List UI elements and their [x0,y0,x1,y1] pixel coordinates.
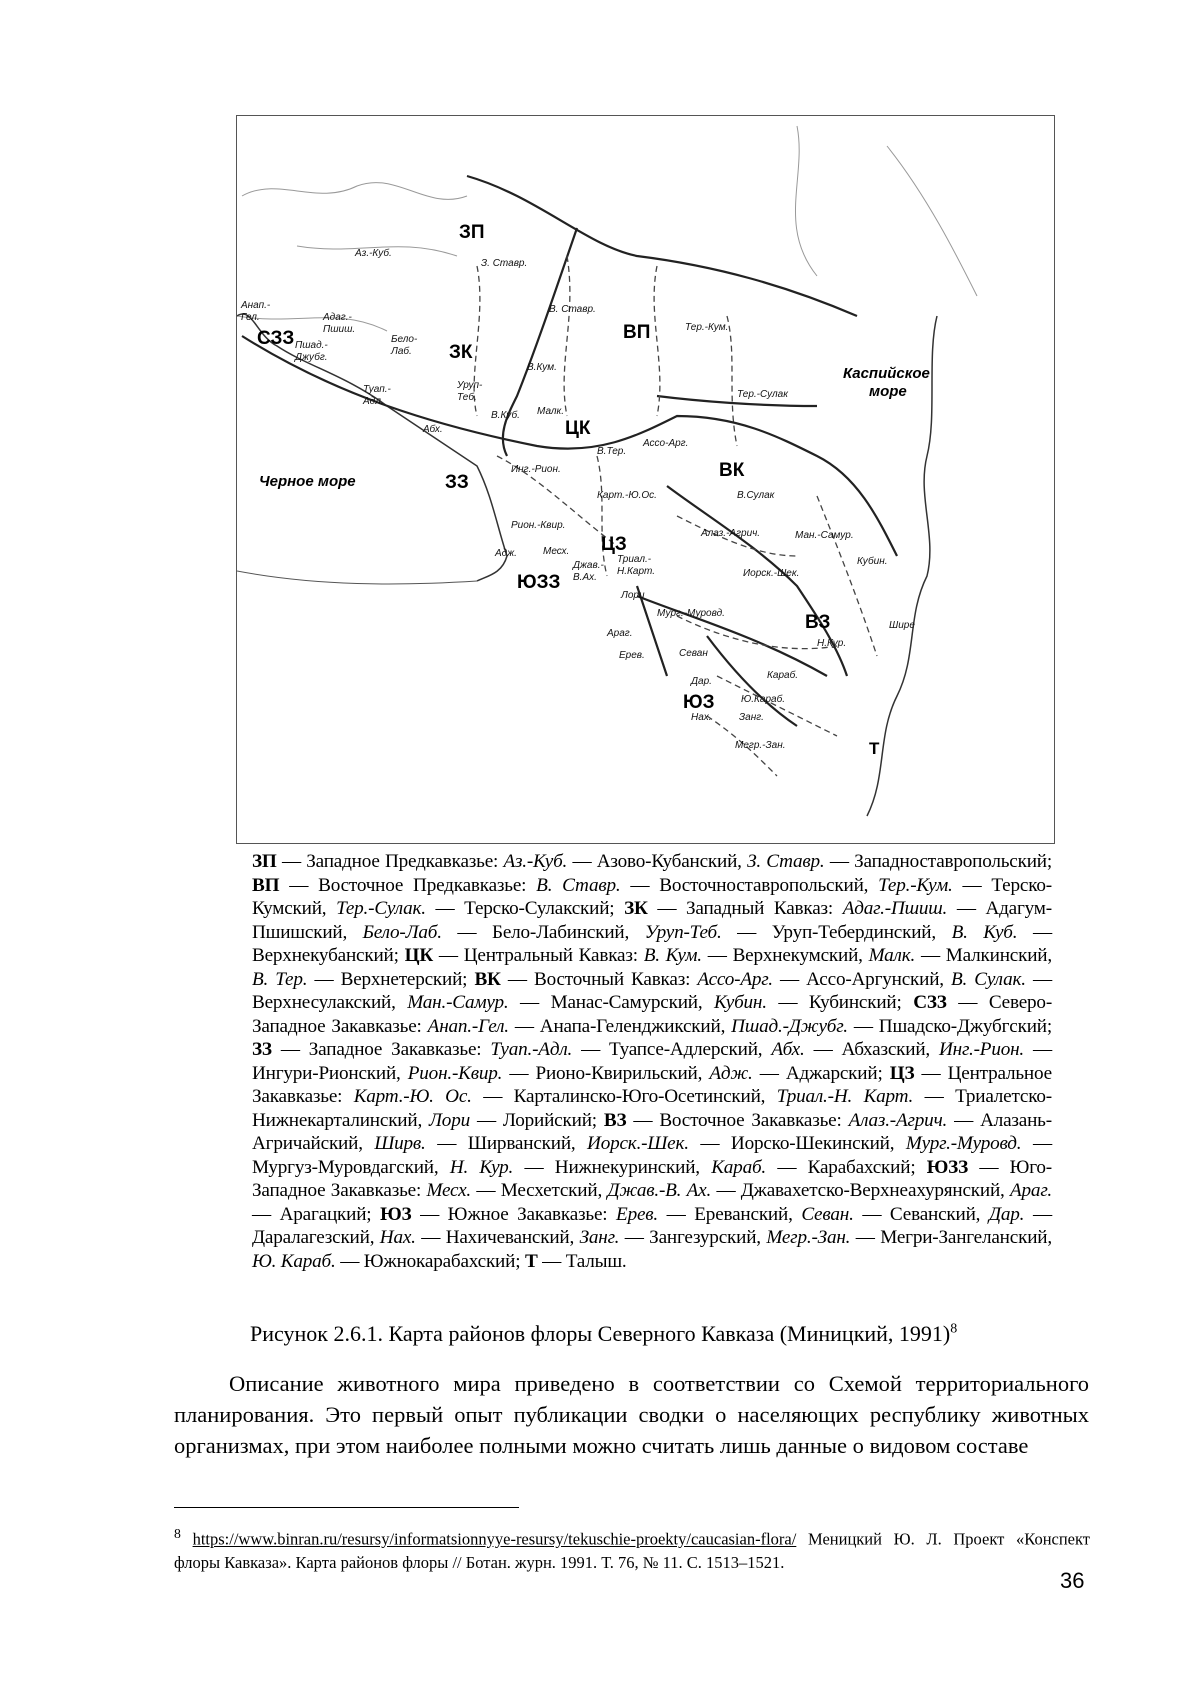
legend-abbr: Карт.-Ю. Ос. [353,1086,472,1107]
legend-abbr: Рион.-Квир. [407,1062,503,1084]
legend-region: — Западный Кавказ: [657,898,834,919]
legend-full: — Зангезурский, [624,1227,761,1248]
footnote-divider [174,1507,519,1508]
legend-code: ЦЗ [889,1062,915,1084]
district-label: Мегр.-Зан. [735,740,786,751]
legend-abbr: В. Куб. [951,921,1018,943]
district-label: Рион.-Квир. [511,520,566,531]
legend-abbr: Караб. [711,1156,767,1178]
district-label: Аз.-Куб. [355,248,392,259]
legend-region: — Восточное Предкавказье: [289,874,527,896]
legend-full: — Джавахетско-Верхнеахурянский, [716,1180,1005,1201]
district-line [727,316,737,446]
district-label: Тер.-Сулак [737,389,788,400]
river-line [795,126,817,276]
region-label-yuzz: ЮЗЗ [517,572,561,593]
legend-full: — Ингури-Рионский, [252,1039,1052,1084]
legend-code: ВЗ [603,1109,627,1131]
legend-abbr: Дар. [988,1203,1025,1225]
legend-full: — Верхнекубанский; [252,921,1052,966]
district-line [597,456,607,576]
legend-abbr: Триал.-Н. Карт. [776,1086,914,1107]
legend-abbr: Ассо-Арг. [697,968,773,990]
legend-abbr: Бело-Лаб. [362,921,442,943]
district-label: В.Сулак [737,490,775,501]
legend-abbr: Занг. [579,1227,620,1248]
legend-code: ВК [474,968,501,990]
district-label: Карт.-Ю.Ос. [597,490,657,501]
district-label: В. Ставр. [549,304,596,315]
legend-full: — Карабахский; [777,1156,916,1178]
legend-full: — Ширванский, [437,1133,576,1154]
legend-full: — Ереванский, [666,1203,793,1225]
legend-abbr: Мург.-Муровд. [905,1133,1022,1154]
legend-region: — Центральное Закавказье: [252,1062,1052,1107]
legend-full: — Бело-Лабинский, [457,921,630,943]
district-label: Триал.- [617,554,652,565]
legend-full: — Туапсе-Адлерский, [581,1039,763,1060]
legend-code: ВП [252,874,280,896]
legend-full: — Восточноставропольский, [630,874,869,896]
legend-region: — Центральный Кавказ: [438,945,638,966]
legend-abbr: Ю. Караб. [252,1250,336,1272]
legend-full: — Триалетско-Нижнекарталинский, [252,1086,1052,1131]
footnote-reference[interactable]: 8 [950,1321,958,1337]
region-label-yuz: ЮЗ [683,692,715,713]
sea-label-caspian-2: море [869,383,907,400]
district-label: Тер.-Кум. [685,322,729,333]
legend-abbr: Джав.-В. Ах. [607,1180,712,1201]
legend-region: — Западное Предкавказье: [281,851,499,872]
legend-abbr: Н. Кур. [449,1156,514,1178]
district-label: Пшиш. [323,324,356,335]
legend-region: — Юго-Западное Закавказье: [252,1156,1052,1201]
district-label: В.Тер. [597,446,627,457]
district-label: В.Ах. [573,572,597,583]
region-label-ck: ЦК [565,418,591,439]
legend-abbr: Тер.-Кум. [878,874,953,896]
boundary-line [467,176,857,316]
legend-full: — Абхазский, [813,1039,931,1060]
district-label: Ман.-Самур. [795,530,854,541]
legend-code: ЗП [252,851,277,872]
legend-abbr: Тер.-Сулак. [336,898,426,919]
legend-full: — Мегри-Зангеланский, [855,1227,1052,1248]
legend-abbr: Туап.-Адл. [490,1039,573,1060]
legend-abbr: Анап.-Гел. [427,1015,509,1037]
legend-abbr: Нах. [379,1227,416,1248]
district-label: Ю.Караб. [741,694,785,705]
district-label: Месх. [543,546,570,557]
legend-region: — Восточное Закавказье: [633,1109,842,1131]
legend-abbr: Кубин. [714,992,767,1013]
legend-full: — Месхетский, [476,1180,603,1201]
district-label: Алаз.-Агрич. [701,528,761,539]
legend-region: — Северо-Западное Закавказье: [252,992,1053,1037]
legend-full: — Малкинский, [920,945,1052,966]
legend-region: — Талыш. [542,1250,627,1272]
legend-abbr: Пшад.-Джубг. [731,1015,848,1037]
sea-label-caspian: Каспийское [843,365,930,382]
district-label: Севан [679,648,708,659]
legend-full: — Алазань-Агричайский, [252,1109,1052,1154]
legend-abbr: Абх. [771,1039,805,1060]
flora-map [236,115,1055,844]
footnote-text: Меницкий Ю. Л. Проект «Конспект флоры Кавказа». Карта районов флоры // Ботан. журн. 1991. Т. 76, № 11. С. 1513–1521. [174,1529,1091,1572]
district-label: Малк. [537,406,565,417]
district-label: Адл. [363,396,384,407]
district-label: Лори [621,590,645,601]
river-line [242,183,467,200]
map-legend [252,850,1052,1273]
legend-code: Т [524,1250,538,1272]
page-number: 36 [1060,1568,1085,1593]
district-label: Н.Кур. [817,638,847,649]
legend-abbr: Мегр.-Зан. [766,1227,851,1248]
legend-full: — Адагум-Пшишский, [252,898,1052,943]
district-label: Теб. [457,392,477,403]
flora-map-svg [237,116,1054,843]
district-label: Адаг.- [323,312,352,323]
district-label: Мург.-Муровд. [657,608,725,619]
legend-abbr: Иорск.-Шек. [587,1133,689,1154]
legend-abbr: Малк. [868,945,916,966]
legend-full: — Даралагезский, [252,1203,1052,1248]
legend-full: — Иорско-Шекинский, [700,1133,895,1154]
district-label: Занг. [739,712,764,723]
legend-abbr: В. Ставр. [536,874,621,896]
district-line [654,266,660,416]
region-label-vz: ВЗ [805,612,831,633]
district-label: Нах. [691,712,712,723]
legend-abbr: Ерев. [616,1203,659,1225]
legend-full: — Уруп-Тебердинский, [737,921,936,943]
district-label: В.Куб. [491,410,520,421]
figure-caption-text: Рисунок 2.6.1. Карта районов флоры Северного Кавказа (Миницкий, 1991) [250,1321,951,1346]
district-label: Караб. [767,670,798,681]
district-label: Дар. [691,676,712,687]
legend-full: — Западноставропольский; [829,851,1053,872]
district-label: З. Ставр. [481,258,528,269]
legend-full: — Нахичеванский, [421,1227,575,1248]
region-label-zz: ЗЗ [445,472,469,493]
legend-full: — Аджарский; [759,1062,883,1084]
district-label: Адж. [495,548,517,559]
legend-full: — Верхнесулакский, [252,968,1052,1013]
legend-full: — Рионо-Квирильский, [509,1062,703,1084]
legend-full: — Мургуз-Муровдагский, [252,1133,1052,1178]
region-label-vk: ВК [719,460,745,481]
legend-full: — Южнокарабахский; [340,1250,521,1272]
legend-full: — Пшадско-Джубгский; [853,1015,1052,1037]
district-label: Шире [889,620,915,631]
district-label: Абх. [423,424,443,435]
region-label-zk: ЗК [449,342,473,363]
legend-full: — Лорийский; [476,1109,597,1131]
region-label-szz: СЗЗ [257,328,295,349]
legend-full: — Терско-Сулакский; [435,898,615,919]
figure-caption [250,1321,1080,1347]
footnote-link[interactable]: https://www.binran.ru/resursy/informatsionnyye-resursy/tekuschie-proekty/caucasian-flora/ [192,1529,797,1549]
legend-full: — Терско-Кумский, [252,874,1052,919]
legend-abbr: В. Кум. [643,945,702,966]
district-label: Лаб. [391,346,412,357]
legend-code: ЮЗЗ [926,1156,969,1178]
legend-abbr: З. Ставр. [747,851,825,872]
legend-full: — Манас-Самурский, [520,992,703,1013]
river-line [887,146,977,296]
body-paragraph: Описание животного мира приведено в соответствии со Схемой территориального планирования. Это первый опыт публикации сводки о населяющих республику животных организмах, при этом наиболее полными можно считать лишь данные о видовом составе [174,1371,1089,1458]
legend-full: — Нижнекуринский, [524,1156,700,1178]
district-label: Пшад.- [295,340,328,351]
legend-abbr: Аз.-Куб. [503,851,568,872]
district-label: Джубг. [295,352,328,363]
footnote-number: 8 [174,1526,181,1541]
legend-full: — Азово-Кубанский, [572,851,742,872]
legend-full: — Анапа-Геленджикский, [514,1015,726,1037]
boundary-line [242,336,897,556]
legend-abbr: Ман.-Самур. [407,992,509,1013]
district-label: Гел. [241,312,260,323]
district-label: Араг. [607,628,633,639]
legend-code: ЗЗ [252,1039,272,1060]
legend-code: СЗЗ [913,992,947,1013]
black-sea-coast-south [237,571,477,584]
legend-abbr: Араг. [1010,1180,1052,1201]
district-label: Джав.- [573,560,604,571]
legend-abbr: Адаг.-Пшиш. [842,898,948,919]
legend-code: ЗК [624,898,648,919]
legend-full: — Кубинский; [778,992,902,1013]
district-label: Уруп- [457,380,483,391]
legend-full: — Карталинско-Юго-Осетинский, [483,1086,766,1107]
legend-region: — Южное Закавказье: [420,1203,608,1225]
district-label: Н.Карт. [617,566,656,577]
legend-abbr: Севан. [801,1203,854,1225]
legend-abbr: Уруп-Теб. [644,921,722,943]
district-label: Кубин. [857,556,888,567]
region-label-cz: ЦЗ [601,534,627,555]
region-label-t: Т [869,739,880,758]
legend-full: — Арагацкий; [252,1203,372,1225]
legend-abbr: Алаз.-Агрич. [848,1109,948,1131]
legend-full: — Севанский, [862,1203,981,1225]
legend-region: — Восточный Кавказ: [507,968,691,990]
region-label-vp: ВП [623,322,651,343]
legend-full: — Верхнетерский; [314,968,468,990]
legend-code: ЮЗ [380,1203,412,1225]
district-label: Ассо-Арг. [643,438,689,449]
district-label: Ерев. [619,650,645,661]
legend-abbr: В. Сулак. [951,968,1026,990]
legend-abbr: Лори [429,1109,470,1131]
district-label: В.Кум. [527,362,557,373]
legend-abbr: Адж. [709,1062,753,1084]
legend-abbr: Месх. [426,1180,472,1201]
legend-full: — Верхнекумский, [707,945,863,966]
region-label-zp: ЗП [459,222,485,243]
legend-code: ЦК [404,945,434,966]
legend-abbr: Ширв. [374,1133,426,1154]
district-label: Туап.- [363,384,391,395]
district-label: Иорск.-Шек. [743,568,800,579]
district-label: Инг.-Рион. [511,464,561,475]
district-label: Бело- [391,334,418,345]
legend-abbr: В. Тер. [252,968,308,990]
sea-label-black: Черное море [259,473,356,490]
legend-region: — Западное Закавказье: [280,1039,482,1060]
legend-full: — Ассо-Аргунский, [780,968,944,990]
footnote [174,1522,1090,1574]
legend-abbr: Инг.-Рион. [939,1039,1025,1060]
district-label: Анап.- [241,300,271,311]
district-line [564,256,570,416]
district-line [717,676,837,736]
